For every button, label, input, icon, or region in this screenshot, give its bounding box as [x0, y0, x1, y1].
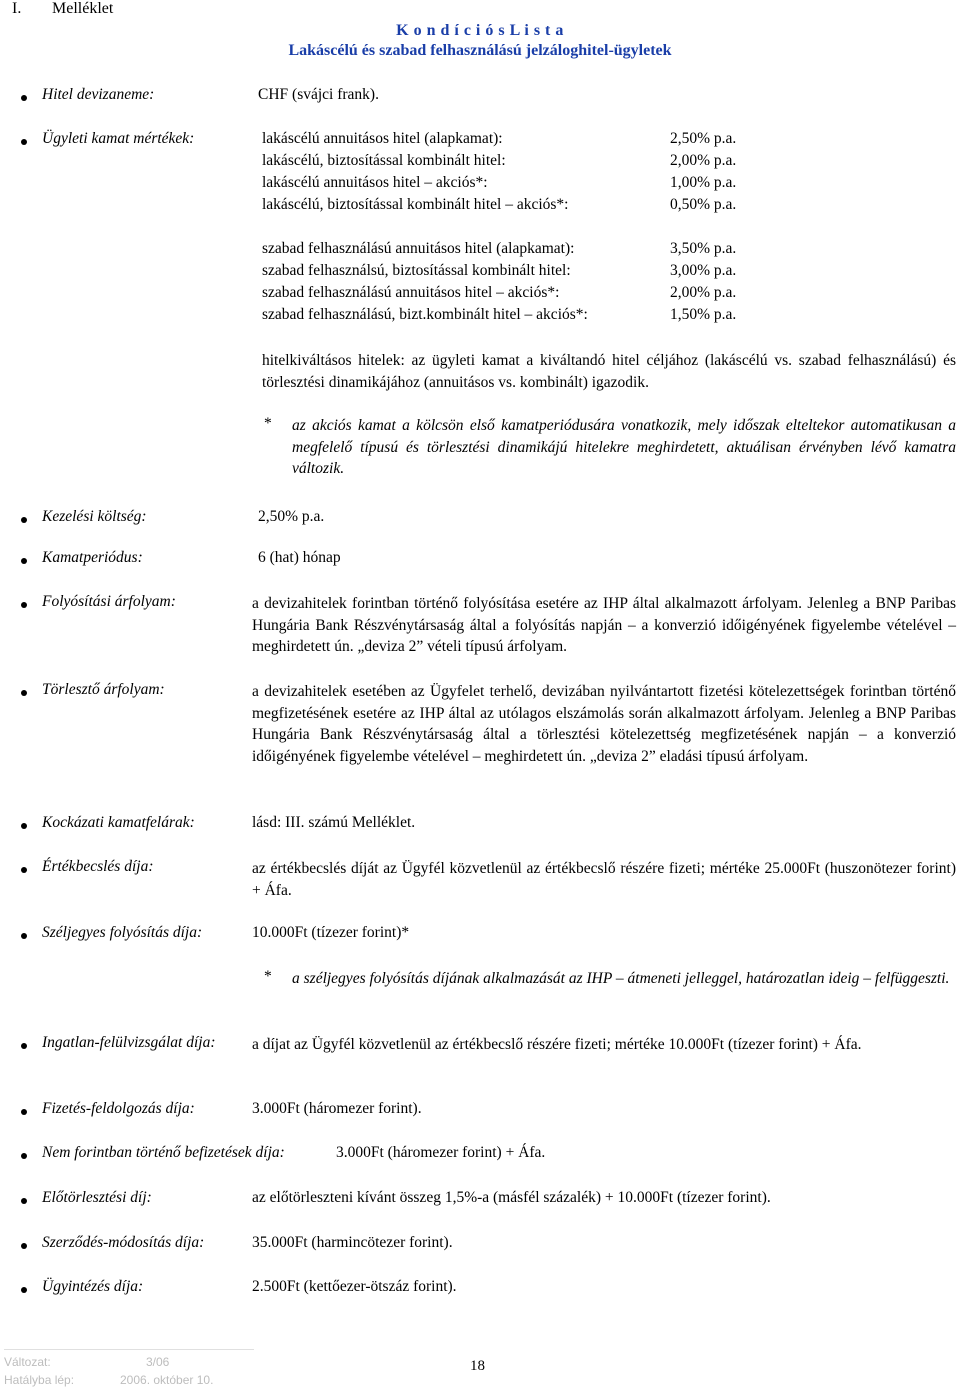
- section-title: Melléklet: [52, 0, 114, 17]
- item-value: lásd: III. számú Melléklet.: [252, 814, 416, 831]
- doc-subtitle: Lakáscélú és szabad felhasználású jelzáloghitel-ügyletek: [288, 42, 672, 59]
- rate-name: lakáscélú annuitásos hitel (alapkamat):: [262, 130, 503, 147]
- rate-value: 0,50% p.a.: [670, 196, 737, 213]
- rate-name: szabad felhasználású annuitásos hitel – akciós*:: [262, 284, 560, 301]
- doc-title: K o n d í c i ó s L i s t a: [396, 22, 564, 39]
- item-label: Kezelési költség:: [42, 508, 147, 525]
- bullet: [21, 690, 27, 696]
- item-value: 2.500Ft (kettőezer-ötszáz forint).: [252, 1278, 457, 1295]
- bullet: [21, 823, 27, 829]
- item-value: a díjat az Ügyfél közvetlenül az értékbecslő részére fizeti; mértéke 10.000Ft (tízezer forint) + Áfa.: [252, 1036, 862, 1053]
- item-value: 35.000Ft (harmincötezer forint).: [252, 1234, 453, 1251]
- item-value: a devizahitelek forintban történő folyósítása esetére az IHP által alkalmazott árfolyam. Jelenleg a BNP Paribas Hungária Bank Részvénytársaság által a folyósítás napján – a konverzió időigényének figyelembe vételével – meghirdetett ún. „deviza 2” vételi típusú árfolyam.: [252, 595, 956, 655]
- item-label: Széljegyes folyósítás díja:: [42, 924, 203, 941]
- bullet: [21, 95, 27, 101]
- item-label: Kamatperiódus:: [42, 549, 143, 566]
- rate-value: 2,50% p.a.: [670, 130, 737, 147]
- rate-value: 2,00% p.a.: [670, 152, 737, 169]
- page-number: 18: [470, 1358, 485, 1374]
- item-value: az értékbecslés díját az Ügyfél közvetlenül az értékbecslő részére fizeti; mértéke 25.000Ft (huszonötezer forint) + Áfa.: [252, 860, 956, 899]
- footer-version-label: Változat:: [4, 1355, 51, 1369]
- refinance-note: hitelkiváltásos hitelek: az ügyleti kamat a kiváltandó hitel céljához (lakáscélú vs. szabad felhasználású) és törlesztési dinamikájához (annuitásos vs. kombinált) igazodik.: [262, 352, 956, 391]
- rate-name: lakáscélú annuitásos hitel – akciós*:: [262, 174, 488, 191]
- section-number: I.: [12, 0, 22, 17]
- bullet: [21, 602, 27, 608]
- rate-value: 3,50% p.a.: [670, 240, 737, 257]
- footer-divider: [4, 1349, 254, 1350]
- bullet: [21, 1043, 27, 1049]
- item-label: Ingatlan-felülvizsgálat díja:: [42, 1034, 216, 1051]
- item-label: Ügyintézés díja:: [42, 1278, 144, 1295]
- item-value: 6 (hat) hónap: [258, 549, 341, 566]
- bullet: [21, 867, 27, 873]
- item-label: Törlesztő árfolyam:: [42, 681, 165, 698]
- bullet: [21, 1198, 27, 1204]
- rate-name: szabad felhasználású annuitásos hitel (alapkamat):: [262, 240, 575, 257]
- footer-effective-value: 2006. október 10.: [120, 1373, 214, 1387]
- item-label: Fizetés-feldolgozás díja:: [42, 1100, 195, 1117]
- footer-version-value: 3/06: [146, 1355, 170, 1369]
- item-label: Értékbecslés díja:: [42, 858, 154, 875]
- rate-value: 1,00% p.a.: [670, 174, 737, 191]
- item-value: 10.000Ft (tízezer forint)*: [252, 924, 410, 941]
- bullet: [21, 1109, 27, 1115]
- item-value: 2,50% p.a.: [258, 508, 325, 525]
- promo-note: az akciós kamat a kölcsön első kamatperiódusára vonatkozik, mely időszak elteltekor automatikusan a megfelelő típusú és törlesztési dinamikájú hitelekre meghirdetett, aktuálisan érvényben lévő kamatra változik.: [292, 417, 956, 477]
- item-label: Folyósítási árfolyam:: [42, 593, 176, 610]
- rate-name: lakáscélú, biztosítással kombinált hitel – akciós*:: [262, 196, 569, 213]
- item-note: a széljegyes folyósítás díjának alkalmazását az IHP – átmeneti jelleggel, határozatlan ideig – felfüggeszti.: [292, 970, 950, 987]
- bullet: [21, 1153, 27, 1159]
- bullet: [21, 558, 27, 564]
- item-value: 3.000Ft (háromezer forint).: [252, 1100, 422, 1117]
- footnote-star: *: [264, 415, 272, 432]
- rate-name: szabad felhasználsú, biztosítással kombinált hitel:: [262, 262, 571, 279]
- rate-value: 2,00% p.a.: [670, 284, 737, 301]
- item-value: a devizahitelek esetében az Ügyfelet terhelő, devizában nyilvántartott fizetési kötelezettségek forintban történő megfizetésének esetére az IHP által az utólagos elszámolás során alkalmazott árfolyam. Jelenleg a BNP Paribas Hungária Bank Részvénytársaság által a törlesztési kötelezettség megfizetésének napján – a konverzió időigényének figyelembe vételével – meghirdetett ún. „deviza 2” eladási típusú árfolyam.: [252, 683, 956, 765]
- bullet: [21, 517, 27, 523]
- rate-name: szabad felhasználású, bizt.kombinált hitel – akciós*:: [262, 306, 588, 323]
- currency-value: CHF (svájci frank).: [258, 86, 379, 103]
- item-value: az előtörleszteni kívánt összeg 1,5%-a (másfél százalék) + 10.000Ft (tízezer forint).: [252, 1189, 771, 1206]
- item-label: Előtörlesztési díj:: [42, 1189, 152, 1206]
- item-label: Kockázati kamatfelárak:: [42, 814, 195, 831]
- item-label: Nem forintban történő befizetések díja:: [42, 1144, 285, 1161]
- rate-name: lakáscélú, biztosítással kombinált hitel:: [262, 152, 506, 169]
- interest-label: Ügyleti kamat mértékek:: [42, 130, 195, 147]
- footnote-star: *: [264, 968, 272, 985]
- bullet: [21, 1287, 27, 1293]
- footer-effective-label: Hatályba lép:: [4, 1373, 75, 1387]
- bullet: [21, 139, 27, 145]
- item-value: 3.000Ft (háromezer forint) + Áfa.: [336, 1144, 546, 1161]
- item-label: Szerződés-módosítás díja:: [42, 1234, 205, 1251]
- currency-label: Hitel devizaneme:: [42, 86, 155, 103]
- bullet: [21, 1243, 27, 1249]
- rate-value: 1,50% p.a.: [670, 306, 737, 323]
- rate-value: 3,00% p.a.: [670, 262, 737, 279]
- bullet: [21, 933, 27, 939]
